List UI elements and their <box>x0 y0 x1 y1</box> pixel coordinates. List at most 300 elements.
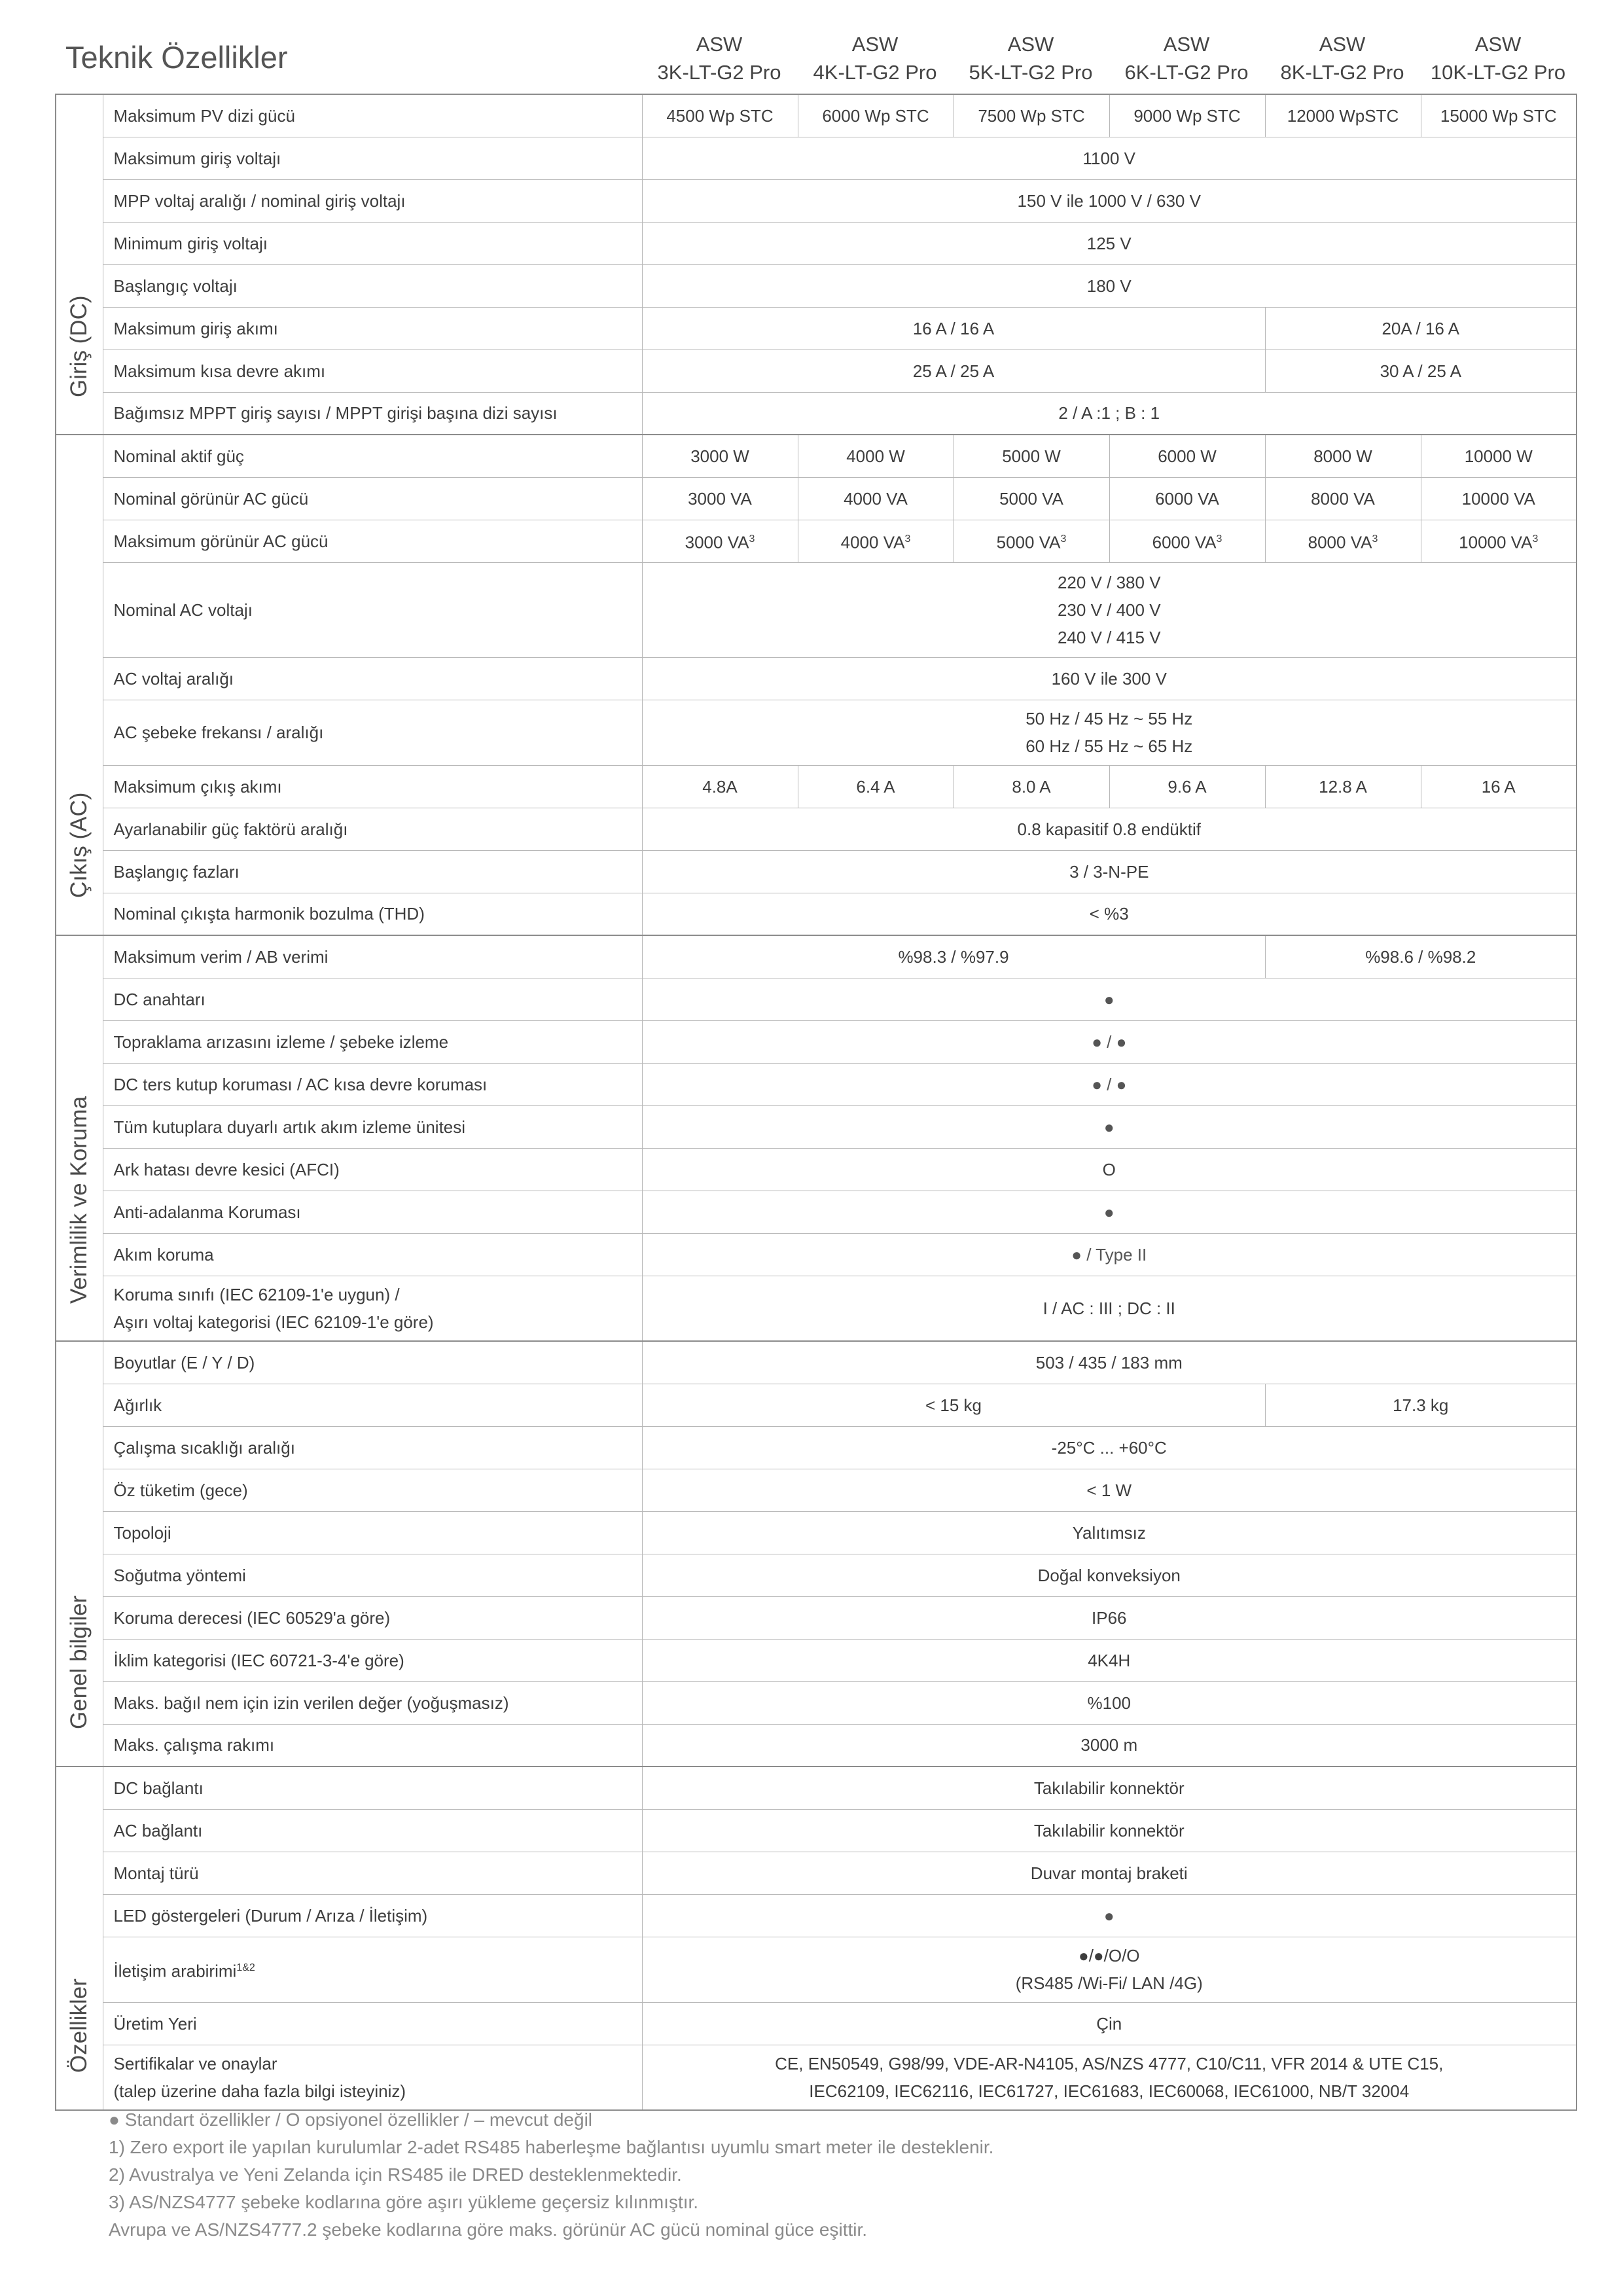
spec-value-text: -25°C ... +60°C <box>1051 1437 1167 1458</box>
spec-label <box>103 1276 642 1341</box>
spec-value-line: 60 Hz / 55 Hz ~ 65 Hz <box>1026 736 1193 756</box>
spec-value <box>642 1767 1577 1809</box>
spec-value-text: ● <box>1103 1117 1115 1137</box>
spec-row <box>56 1469 1577 1511</box>
spec-label <box>103 1554 642 1596</box>
spec-label-text: Montaj türü <box>113 1863 199 1883</box>
spec-label-text: İletişim arabirimi <box>113 1961 237 1981</box>
spec-value-text: 10000 W <box>1464 446 1533 466</box>
spec-value <box>1109 477 1265 520</box>
spec-value <box>954 435 1109 477</box>
spec-label-text: Üretim Yeri <box>113 2013 197 2034</box>
spec-value-line: 220 V / 380 V <box>1057 572 1161 592</box>
spec-label-text: Maksimum kısa devre akımı <box>113 361 326 381</box>
spec-row <box>56 350 1577 392</box>
spec-value-text: 125 V <box>1086 233 1132 253</box>
spec-value <box>642 94 798 137</box>
spec-value-text: ● / ● <box>1092 1031 1127 1052</box>
spec-row <box>56 1724 1577 1767</box>
spec-label-text: Öz tüketim (gece) <box>113 1480 248 1500</box>
spec-value-text: 12000 WpSTC <box>1287 105 1399 126</box>
spec-row <box>56 477 1577 520</box>
spec-label <box>103 392 642 435</box>
footnote-ref: 1&2 <box>236 1962 255 1973</box>
spec-value <box>642 1063 1577 1105</box>
spec-label-text: Maksimum verim / AB verimi <box>113 946 329 967</box>
spec-row <box>56 1105 1577 1148</box>
spec-row <box>56 562 1577 657</box>
spec-value <box>642 850 1577 893</box>
section-name: Verimlilik ve Koruma <box>66 1096 92 1304</box>
spec-value-text: 9.6 A <box>1168 776 1207 797</box>
spec-value <box>642 1233 1577 1276</box>
spec-row <box>56 1384 1577 1426</box>
spec-value <box>1109 765 1265 808</box>
spec-label-text: Ayarlanabilir güç faktörü aralığı <box>113 819 348 839</box>
spec-value <box>642 477 798 520</box>
spec-value <box>798 520 954 562</box>
spec-value <box>798 94 954 137</box>
spec-value <box>642 978 1577 1020</box>
spec-value-text: 7500 Wp STC <box>978 105 1085 126</box>
spec-label <box>103 264 642 307</box>
spec-row <box>56 1639 1577 1681</box>
spec-value-text: 4000 W <box>846 446 905 466</box>
spec-value-text: I / AC : III ; DC : II <box>1043 1298 1175 1318</box>
spec-value-text: Çin <box>1096 2013 1122 2034</box>
spec-value <box>642 350 1265 392</box>
spec-value <box>1421 435 1577 477</box>
spec-row <box>56 1852 1577 1894</box>
section-label <box>56 935 103 1341</box>
model-header-cell <box>1264 30 1420 89</box>
spec-label <box>103 307 642 350</box>
spec-row <box>56 1426 1577 1469</box>
spec-label-text: Maks. bağıl nem için izin verilen değer (yoğuşmasız) <box>113 1693 509 1713</box>
spec-value <box>642 137 1577 179</box>
spec-value <box>1265 520 1421 562</box>
section-name: Çıkış (AC) <box>66 792 92 898</box>
spec-label-text: MPP voltaj aralığı / nominal giriş voltajı <box>113 190 406 211</box>
spec-value-text: 3000 VA <box>688 488 752 509</box>
spec-label <box>103 1426 642 1469</box>
spec-value-text: 17.3 kg <box>1393 1395 1449 1415</box>
spec-value <box>642 222 1577 264</box>
spec-value <box>1265 477 1421 520</box>
section-label <box>56 94 103 435</box>
section-label <box>56 1341 103 1767</box>
spec-value <box>642 2045 1577 2110</box>
spec-value <box>1265 94 1421 137</box>
spec-value <box>642 1681 1577 1724</box>
spec-value <box>642 1894 1577 1937</box>
spec-value-text: O <box>1102 1159 1116 1179</box>
model-brand: ASW <box>1007 33 1054 56</box>
model-header-cell <box>797 30 953 89</box>
footnote-line: ● Standart özellikler / O opsiyonel özellikler / – mevcut değil <box>109 2109 593 2130</box>
spec-label-text: Tüm kutuplara duyarlı artık akım izleme ünitesi <box>113 1117 466 1137</box>
spec-value-text: 16 A <box>1481 776 1516 797</box>
spec-label <box>103 1233 642 1276</box>
footnotes <box>109 2106 993 2244</box>
spec-row <box>56 1233 1577 1276</box>
spec-value-text: 3000 m <box>1080 1735 1138 1755</box>
spec-value-text: 5000 W <box>1002 446 1061 466</box>
spec-value-text: 160 V ile 300 V <box>1051 668 1167 689</box>
spec-value <box>642 435 798 477</box>
footnote-ref: 3 <box>749 533 755 545</box>
spec-label <box>103 1191 642 1233</box>
spec-row <box>56 1809 1577 1852</box>
spec-label-text: Topraklama arızasını izleme / şebeke izleme <box>113 1031 449 1052</box>
spec-value-text: %100 <box>1087 1693 1131 1713</box>
spec-value <box>954 94 1109 137</box>
spec-label <box>103 657 642 700</box>
spec-value-text: 25 A / 25 A <box>912 361 995 381</box>
spec-value <box>1421 520 1577 562</box>
section-name: Özellikler <box>66 1979 92 2073</box>
spec-value-text: 150 V ile 1000 V / 630 V <box>1017 190 1201 211</box>
spec-label <box>103 1809 642 1852</box>
spec-value <box>642 1596 1577 1639</box>
spec-value <box>1109 520 1265 562</box>
spec-value-text: 2 / A :1 ; B : 1 <box>1058 403 1160 423</box>
spec-label <box>103 350 642 392</box>
spec-row <box>56 1767 1577 1809</box>
footnote-line: Avrupa ve AS/NZS4777.2 şebeke kodlarına göre maks. görünür AC gücü nominal güce eşittir. <box>109 2219 868 2240</box>
spec-value <box>642 520 798 562</box>
spec-value-text: 0.8 kapasitif 0.8 endüktif <box>1017 819 1201 839</box>
spec-value-line: 230 V / 400 V <box>1057 600 1161 620</box>
spec-value <box>642 1105 1577 1148</box>
section-label <box>56 1767 103 2110</box>
spec-value <box>642 935 1265 978</box>
spec-label-line: Koruma sınıfı (IEC 62109-1'e uygun) / <box>113 1284 400 1304</box>
spec-value-text: 6000 Wp STC <box>822 105 929 126</box>
spec-label-text: AC bağlantı <box>113 1820 203 1840</box>
spec-label <box>103 1105 642 1148</box>
page-title: Teknik Özellikler <box>65 40 288 75</box>
spec-value <box>642 1937 1577 2002</box>
spec-value-text: 6000 VA <box>1152 532 1217 552</box>
spec-value-text: 8.0 A <box>1012 776 1051 797</box>
spec-label-line: Aşırı voltaj kategorisi (IEC 62109-1'e göre) <box>113 1312 434 1332</box>
spec-row <box>56 1276 1577 1341</box>
spec-value-text: 6.4 A <box>856 776 895 797</box>
spec-value-text: 8000 VA <box>1311 488 1375 509</box>
spec-label <box>103 1596 642 1639</box>
spec-value-text: 3 / 3-N-PE <box>1069 861 1149 882</box>
spec-value-text: 3000 W <box>690 446 749 466</box>
spec-value-text: Duvar montaj braketi <box>1030 1863 1188 1883</box>
spec-value <box>1265 1384 1577 1426</box>
spec-value-text: 4000 VA <box>844 488 908 509</box>
spec-label-text: Ark hatası devre kesici (AFCI) <box>113 1159 340 1179</box>
spec-value-line: 50 Hz / 45 Hz ~ 55 Hz <box>1026 709 1193 728</box>
spec-value-text: ● / ● <box>1092 1074 1127 1094</box>
footnote-line: 2) Avustralya ve Yeni Zelanda için RS485 ile DRED desteklenmektedir. <box>109 2164 682 2185</box>
spec-value-text: Yalıtımsız <box>1072 1522 1146 1543</box>
spec-value-text: IP66 <box>1092 1607 1127 1628</box>
spec-row <box>56 520 1577 562</box>
section-label <box>56 435 103 935</box>
spec-label-text: Ağırlık <box>113 1395 162 1415</box>
spec-label <box>103 850 642 893</box>
spec-label <box>103 1341 642 1384</box>
spec-value-text: 5000 VA <box>999 488 1063 509</box>
spec-value <box>642 1384 1265 1426</box>
spec-label <box>103 94 642 137</box>
spec-label-text: LED göstergeleri (Durum / Arıza / İletişim) <box>113 1905 428 1926</box>
spec-value <box>798 765 954 808</box>
footnote-ref: 3 <box>1372 533 1378 545</box>
spec-value <box>642 392 1577 435</box>
spec-table <box>55 94 1577 2111</box>
spec-value <box>642 1809 1577 1852</box>
spec-value <box>1265 350 1577 392</box>
spec-label-text: Maksimum görünür AC gücü <box>113 531 329 551</box>
spec-value-text: < 1 W <box>1086 1480 1132 1500</box>
spec-label-text: Nominal görünür AC gücü <box>113 488 309 509</box>
spec-row <box>56 307 1577 350</box>
spec-value <box>642 2002 1577 2045</box>
model-brand: ASW <box>1319 33 1366 56</box>
spec-value <box>642 893 1577 935</box>
spec-value-text: 503 / 435 / 183 mm <box>1035 1352 1183 1372</box>
spec-row <box>56 935 1577 978</box>
spec-value <box>642 1148 1577 1191</box>
spec-label <box>103 562 642 657</box>
spec-row <box>56 392 1577 435</box>
spec-row <box>56 765 1577 808</box>
model-name: 8K-LT-G2 Pro <box>1280 61 1404 84</box>
spec-label-text: Akım koruma <box>113 1244 214 1265</box>
spec-value <box>642 700 1577 765</box>
spec-value <box>642 264 1577 307</box>
spec-label-text: İklim kategorisi (IEC 60721-3-4'e göre) <box>113 1650 404 1670</box>
spec-row <box>56 179 1577 222</box>
spec-row <box>56 808 1577 850</box>
spec-value <box>954 477 1109 520</box>
spec-label-text: Maksimum çıkış akımı <box>113 776 282 797</box>
spec-label <box>103 1894 642 1937</box>
spec-row <box>56 978 1577 1020</box>
spec-value <box>798 477 954 520</box>
spec-row <box>56 893 1577 935</box>
spec-label-line: (talep üzerine daha fazla bilgi isteyiniz) <box>113 2081 406 2101</box>
spec-label <box>103 222 642 264</box>
spec-label <box>103 1937 642 2002</box>
spec-row <box>56 1554 1577 1596</box>
spec-row <box>56 137 1577 179</box>
spec-value-line: CE, EN50549, G98/99, VDE-AR-N4105, AS/NZS 4777, C10/C11, VFR 2014 & UTE C15, <box>775 2053 1444 2073</box>
spec-value <box>1265 935 1577 978</box>
spec-label-line: Sertifikalar ve onaylar <box>113 2053 277 2073</box>
spec-value-text: 10000 VA <box>1459 532 1533 552</box>
spec-label <box>103 435 642 477</box>
spec-label <box>103 1511 642 1554</box>
spec-label-text: Bağımsız MPPT giriş sayısı / MPPT girişi başına dizi sayısı <box>113 403 558 423</box>
spec-label-text: DC bağlantı <box>113 1778 204 1798</box>
spec-label <box>103 2045 642 2110</box>
spec-value-text: 16 A / 16 A <box>912 318 995 338</box>
spec-value <box>1109 435 1265 477</box>
spec-value-text: 8000 VA <box>1308 532 1372 552</box>
spec-row <box>56 435 1577 477</box>
spec-label <box>103 179 642 222</box>
spec-value-text: Takılabilir konnektör <box>1033 1778 1185 1798</box>
spec-value <box>642 179 1577 222</box>
spec-value <box>1265 435 1421 477</box>
model-brand: ASW <box>851 33 899 56</box>
spec-label-text: Maksimum giriş akımı <box>113 318 278 338</box>
spec-value <box>642 1724 1577 1767</box>
spec-label-text: Başlangıç fazları <box>113 861 240 882</box>
spec-value-text: < 15 kg <box>925 1395 982 1415</box>
spec-label <box>103 1639 642 1681</box>
spec-value <box>642 1639 1577 1681</box>
spec-row <box>56 1020 1577 1063</box>
spec-value-text: 3000 VA <box>685 532 749 552</box>
spec-value <box>1421 477 1577 520</box>
spec-label <box>103 700 642 765</box>
spec-label-text: Maksimum PV dizi gücü <box>113 105 295 126</box>
spec-label-text: Maksimum giriş voltajı <box>113 148 281 168</box>
spec-value <box>642 1276 1577 1341</box>
spec-value-text: 12.8 A <box>1319 776 1367 797</box>
spec-label-text: Koruma derecesi (IEC 60529'a göre) <box>113 1607 391 1628</box>
model-name: 6K-LT-G2 Pro <box>1124 61 1249 84</box>
spec-value-text: %98.6 / %98.2 <box>1365 946 1476 967</box>
spec-value-text: Doğal konveksiyon <box>1037 1565 1181 1585</box>
model-header-cell <box>1420 30 1576 89</box>
spec-label-text: DC ters kutup koruması / AC kısa devre koruması <box>113 1074 488 1094</box>
model-header-cell <box>953 30 1109 89</box>
spec-value-text: ● <box>1103 1202 1115 1222</box>
spec-value-text: 4K4H <box>1088 1650 1131 1670</box>
model-header <box>641 30 1576 89</box>
spec-row <box>56 1191 1577 1233</box>
spec-row <box>56 1063 1577 1105</box>
spec-value-text: ● <box>1103 989 1115 1009</box>
model-brand: ASW <box>696 33 743 56</box>
model-name: 5K-LT-G2 Pro <box>969 61 1093 84</box>
spec-label <box>103 935 642 978</box>
spec-value <box>798 435 954 477</box>
spec-row <box>56 1937 1577 2002</box>
model-header-cell <box>1109 30 1264 89</box>
spec-value <box>1265 765 1421 808</box>
footnote-ref: 3 <box>1216 533 1222 545</box>
spec-row <box>56 2045 1577 2110</box>
spec-value-text: 6000 W <box>1158 446 1217 466</box>
spec-row <box>56 1681 1577 1724</box>
footnote-ref: 3 <box>1060 533 1067 545</box>
spec-label-text: Çalışma sıcaklığı aralığı <box>113 1437 295 1458</box>
model-brand: ASW <box>1474 33 1522 56</box>
spec-label-text: Minimum giriş voltajı <box>113 233 268 253</box>
model-name: 4K-LT-G2 Pro <box>813 61 937 84</box>
spec-value <box>1265 307 1577 350</box>
spec-label <box>103 520 642 562</box>
spec-value-text: 15000 Wp STC <box>1440 105 1557 126</box>
spec-label <box>103 2002 642 2045</box>
footnote-ref: 3 <box>904 533 911 545</box>
spec-value <box>642 1191 1577 1233</box>
spec-label <box>103 137 642 179</box>
spec-label-text: Soğutma yöntemi <box>113 1565 246 1585</box>
spec-label-text: Nominal AC voltajı <box>113 600 253 620</box>
spec-value-line: (RS485 /Wi-Fi/ LAN /4G) <box>1015 1973 1203 1993</box>
spec-value <box>642 1554 1577 1596</box>
spec-value <box>1421 94 1577 137</box>
spec-value <box>642 657 1577 700</box>
spec-value-text: 4000 VA <box>840 532 905 552</box>
model-name: 10K-LT-G2 Pro <box>1430 61 1566 84</box>
footnote-line: 1) Zero export ile yapılan kurulumlar 2-adet RS485 haberleşme bağlantısı uyumlu smart meter ile desteklenir. <box>109 2137 994 2157</box>
spec-row <box>56 222 1577 264</box>
spec-value-text: 9000 Wp STC <box>1133 105 1241 126</box>
footnote-line: 3) AS/NZS4777 şebeke kodlarına göre aşırı yükleme geçersiz kılınmıştır. <box>109 2192 699 2212</box>
spec-value <box>642 1426 1577 1469</box>
spec-label-text: Anti-adalanma Koruması <box>113 1202 301 1222</box>
spec-value-line: 240 V / 415 V <box>1057 627 1161 647</box>
spec-value-line: ●/●/O/O <box>1078 1946 1140 1965</box>
spec-label <box>103 1724 642 1767</box>
spec-label <box>103 1852 642 1894</box>
spec-label-text: Maks. çalışma rakımı <box>113 1735 275 1755</box>
spec-label <box>103 1469 642 1511</box>
spec-value-text: 180 V <box>1086 276 1132 296</box>
spec-value-text: < %3 <box>1089 904 1129 924</box>
spec-value <box>642 765 798 808</box>
spec-value-text: 10000 VA <box>1461 488 1535 509</box>
spec-row <box>56 94 1577 137</box>
spec-value <box>642 1852 1577 1894</box>
model-header-cell <box>641 30 797 89</box>
spec-label-text: DC anahtarı <box>113 989 205 1009</box>
spec-label <box>103 1063 642 1105</box>
spec-label-text: Boyutlar (E / Y / D) <box>113 1352 255 1372</box>
spec-label <box>103 1020 642 1063</box>
spec-value <box>642 307 1265 350</box>
spec-label <box>103 1384 642 1426</box>
spec-value <box>954 520 1109 562</box>
spec-value-text: 5000 VA <box>996 532 1061 552</box>
spec-row <box>56 850 1577 893</box>
spec-value-line: IEC62109, IEC62116, IEC61727, IEC61683, IEC60068, IEC61000, NB/T 32004 <box>809 2081 1410 2101</box>
spec-value <box>1421 765 1577 808</box>
spec-value <box>642 808 1577 850</box>
section-name: Giriş (DC) <box>66 295 92 397</box>
spec-value <box>642 1341 1577 1384</box>
spec-label-text: Topoloji <box>113 1522 171 1543</box>
spec-value <box>642 1511 1577 1554</box>
footnote-ref: 3 <box>1532 533 1539 545</box>
spec-row <box>56 1511 1577 1554</box>
spec-value-text: ● <box>1103 1905 1115 1926</box>
spec-label <box>103 477 642 520</box>
spec-value-text: 1100 V <box>1082 148 1135 168</box>
spec-value <box>642 1469 1577 1511</box>
spec-value-text: 6000 VA <box>1155 488 1219 509</box>
spec-row <box>56 1894 1577 1937</box>
spec-label <box>103 765 642 808</box>
spec-value-text: 30 A / 25 A <box>1380 361 1461 381</box>
spec-row <box>56 1596 1577 1639</box>
spec-label-text: Nominal çıkışta harmonik bozulma (THD) <box>113 904 425 924</box>
spec-value-text: 20A / 16 A <box>1382 318 1460 338</box>
